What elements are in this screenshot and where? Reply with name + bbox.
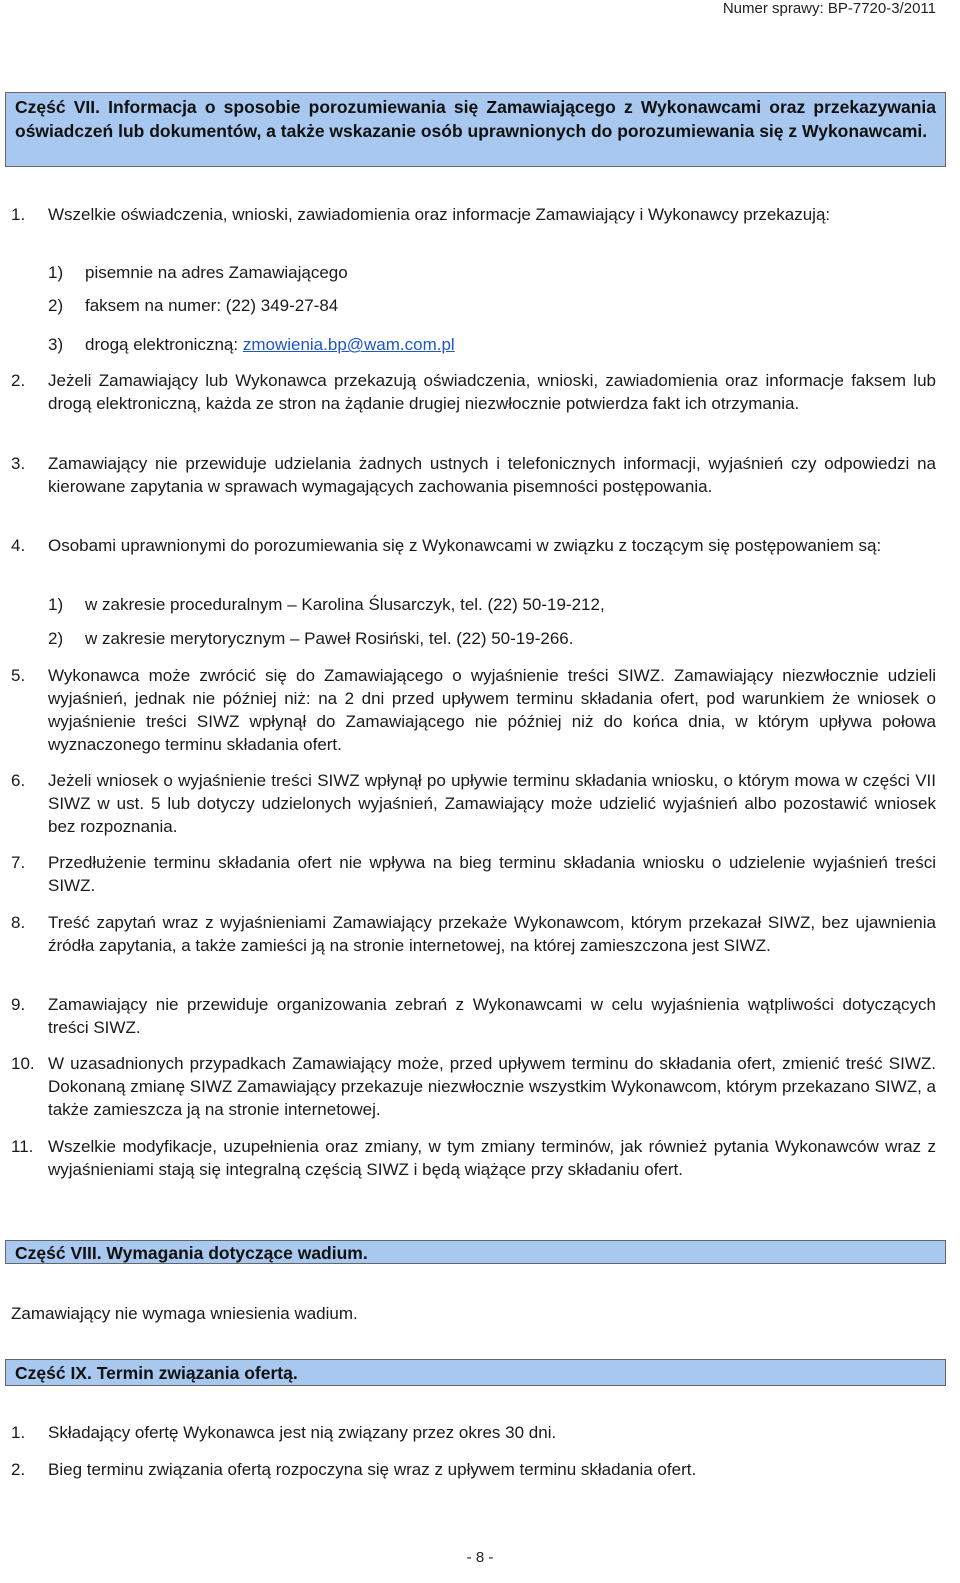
- paragraph-text: Wykonawca może zwrócić się do Zamawiającego o wyjaśnienie treści SIWZ. Zamawiający niezwłocznie udzieli wyjaśnień, jednak nie później niż: na 2 dni przed upływem terminu składania ofert, pod warunkiem że wniosek o wyjaśnienie treści SIWZ wpłynął do Zamawiającego nie później niż do końca dnia, w którym upływa połowa wyznaczonego terminu składania ofert.: [48, 666, 936, 754]
- paragraph-number: 5.: [11, 666, 26, 685]
- paragraph-number: 3.: [11, 454, 26, 473]
- paragraph-number: 8.: [11, 913, 26, 932]
- section-7-heading: Część VII. Informacja o sposobie porozumiewania się Zamawiającego z Wykonawcami oraz przekazywania oświadczeń lub dokumentów, a także wskazanie osób uprawnionych do porozumiewania się z Wykonawcami.: [5, 92, 946, 167]
- item-text: pisemnie na adres Zamawiającego: [85, 263, 348, 282]
- paragraph-number: 11.: [11, 1137, 34, 1156]
- item-text: w zakresie merytorycznym – Paweł Rosiński, tel. (22) 50-19-266.: [85, 629, 574, 648]
- section-7-paragraph-7: [11, 851, 936, 897]
- item-number: 2): [48, 296, 64, 315]
- section-7-paragraph-3: [11, 452, 936, 498]
- paragraph-number: 10.: [11, 1054, 35, 1073]
- section-8-heading: Część VIII. Wymagania dotyczące wadium.: [5, 1240, 946, 1264]
- paragraph-number: 4.: [11, 536, 26, 555]
- item-text: w zakresie proceduralnym – Karolina Ślusarczyk, tel. (22) 50-19-212,: [85, 595, 605, 614]
- paragraph-number: 1.: [11, 1423, 26, 1442]
- paragraph-text: W uzasadnionych przypadkach Zamawiający może, przed upływem terminu do składania ofert, zmienić treść SIWZ. Dokonaną zmianę SIWZ Zamawiający przekazuje niezwłocznie wszystkim Wykonawcom, którym przekazano SIWZ, a także zamieszcza ją na stronie internetowej.: [48, 1054, 936, 1119]
- item-text: faksem na numer: (22) 349-27-84: [85, 296, 339, 315]
- page-number: - 8 -: [466, 1549, 494, 1566]
- paragraph-number: 7.: [11, 853, 26, 872]
- paragraph-number: 2.: [11, 371, 26, 390]
- item-number: 2): [48, 629, 64, 648]
- item-number: 1): [48, 263, 64, 282]
- case-number: Numer sprawy: BP-7720-3/2011: [722, 0, 936, 17]
- paragraph-number: 2.: [11, 1460, 26, 1479]
- section-9-paragraph-1: [11, 1421, 936, 1444]
- section-9-paragraph-2: [11, 1458, 936, 1481]
- item-number: 1): [48, 595, 64, 614]
- paragraph-text: Treść zapytań wraz z wyjaśnieniami Zamawiający przekaże Wykonawcom, którym przekazał SIWZ, bez ujawnienia źródła zapytania, a także zamieści ją na stronie internetowej, na której zamieszczona jest SIWZ.: [48, 913, 936, 955]
- section-7-paragraph-4: [11, 534, 936, 557]
- paragraph-text: Osobami uprawnionymi do porozumiewania się z Wykonawcami w związku z toczącym się postępowaniem są:: [48, 536, 882, 555]
- item-text: drogą elektroniczną:: [85, 335, 243, 354]
- paragraph-text: Bieg terminu związania ofertą rozpoczyna się wraz z upływem terminu składania ofert.: [48, 1460, 697, 1479]
- section-7-paragraph-10: [11, 1052, 936, 1121]
- contact-person-substantive: [48, 627, 573, 650]
- section-7-paragraph-5: [11, 664, 936, 756]
- item-number: 3): [48, 335, 64, 354]
- contact-method-postal: [48, 261, 348, 284]
- section-7-paragraph-9: [11, 993, 936, 1039]
- paragraph-text: Zamawiający nie przewiduje organizowania zebrań z Wykonawcami w celu wyjaśnienia wątpliwości dotyczących treści SIWZ.: [48, 995, 936, 1037]
- email-link[interactable]: zmowienia.bp@wam.com.pl: [242, 335, 455, 354]
- section-7-paragraph-8: [11, 911, 936, 957]
- paragraph-text: Jeżeli Zamawiający lub Wykonawca przekazują oświadczenia, wnioski, zawiadomienia oraz informacje faksem lub drogą elektroniczną, każda ze stron na żądanie drugiej niezwłocznie potwierdza fakt ich otrzymania.: [48, 371, 936, 413]
- contact-method-email: [48, 333, 455, 356]
- section-7-paragraph-6: [11, 769, 936, 838]
- contact-method-fax: [48, 294, 338, 317]
- contact-person-procedural: [48, 593, 605, 616]
- paragraph-text: Zamawiający nie przewiduje udzielania żadnych ustnych i telefonicznych informacji, wyjaśnień czy odpowiedzi na kierowane zapytania w sprawach wymagających zachowania pisemności postępowania.: [48, 454, 936, 496]
- paragraph-text: Składający ofertę Wykonawca jest nią związany przez okres 30 dni.: [48, 1423, 557, 1442]
- paragraph-number: 1.: [11, 205, 26, 224]
- section-8-text: Zamawiający nie wymaga wniesienia wadium.: [11, 1304, 358, 1323]
- section-7-paragraph-1: [11, 203, 936, 226]
- section-9-heading: Część IX. Termin związania ofertą.: [5, 1359, 946, 1386]
- paragraph-number: 6.: [11, 771, 26, 790]
- paragraph-text: Wszelkie modyfikacje, uzupełnienia oraz zmiany, w tym zmiany terminów, jak również pytania Wykonawców wraz z wyjaśnieniami stają się integralną częścią SIWZ i będą wiążące przy składaniu ofert.: [48, 1137, 936, 1179]
- paragraph-text: Przedłużenie terminu składania ofert nie wpływa na bieg terminu składania wniosku o udzielenie wyjaśnień treści SIWZ.: [48, 853, 936, 895]
- section-7-paragraph-2: [11, 369, 936, 415]
- paragraph-number: 9.: [11, 995, 26, 1014]
- paragraph-text: Jeżeli wniosek o wyjaśnienie treści SIWZ wpłynął po upływie terminu składania wniosku, o którym mowa w części VII SIWZ w ust. 5 lub dotyczy udzielonych wyjaśnień, Zamawiający może udzielić wyjaśnień albo pozostawić wniosek bez rozpoznania.: [48, 771, 936, 836]
- paragraph-text: Wszelkie oświadczenia, wnioski, zawiadomienia oraz informacje Zamawiający i Wykonawcy przekazują:: [48, 205, 831, 224]
- section-7-paragraph-11: [11, 1135, 936, 1181]
